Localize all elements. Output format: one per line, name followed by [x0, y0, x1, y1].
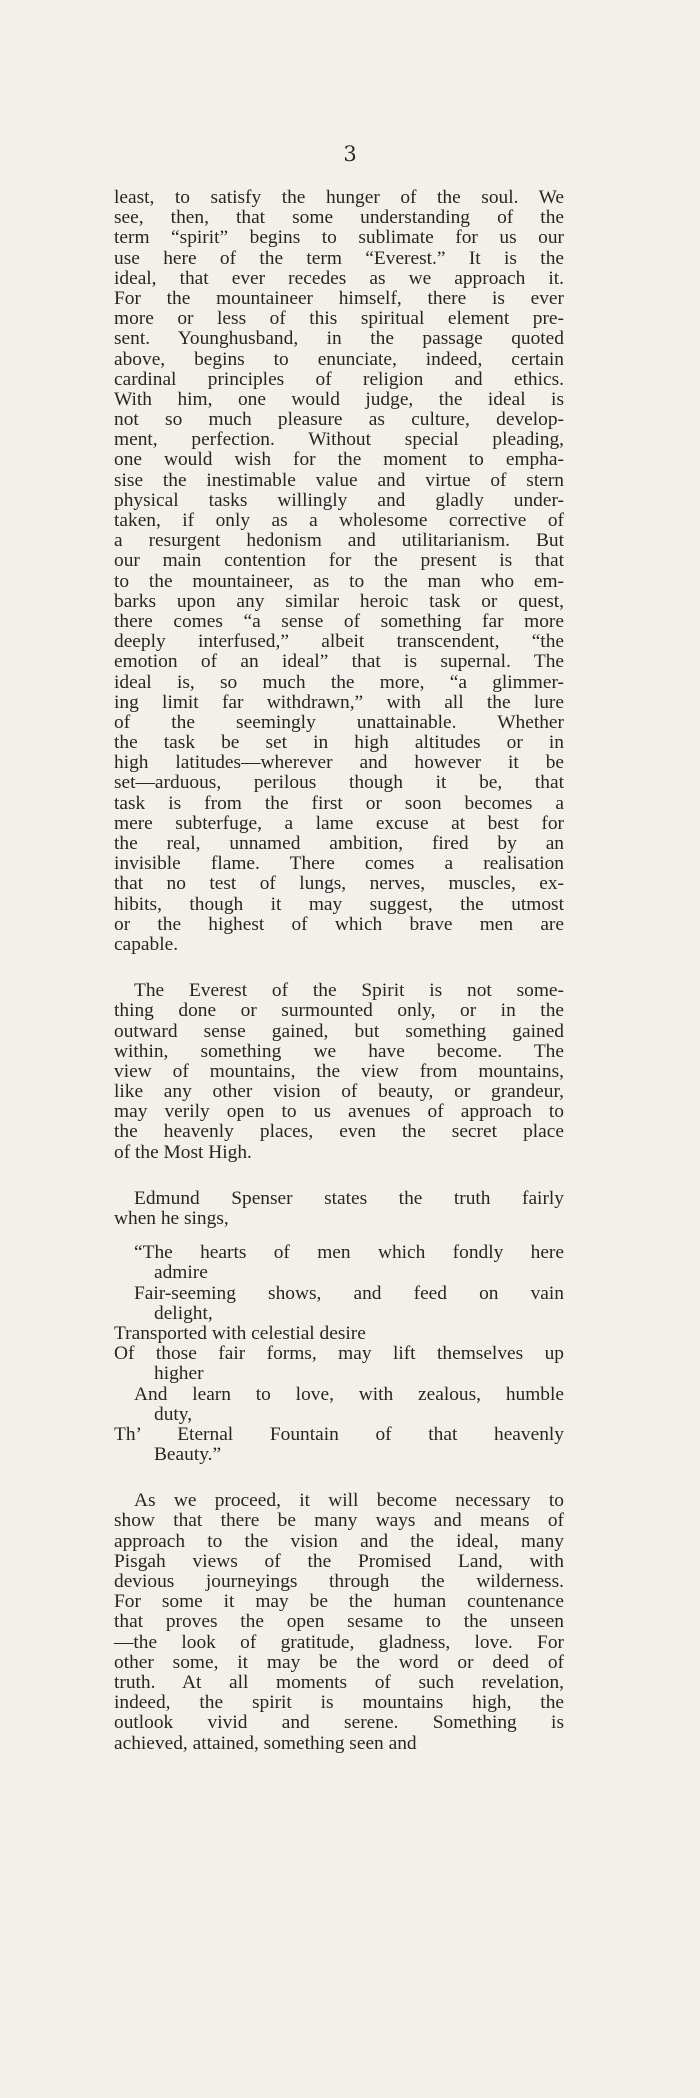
text-line: invisible flame. There comes a realisation [114, 853, 564, 875]
verse-line: Transported with celestial desire [114, 1322, 366, 1344]
text-line: devious journeyings through the wilderness. [114, 1571, 564, 1592]
text-line: With him, one would judge, the ideal is [114, 388, 564, 410]
text-line: taken, if only as a wholesome corrective of [114, 510, 564, 531]
text-line: show that there be many ways and means of [114, 1510, 564, 1532]
text-line: least, to satisfy the hunger of the soul. We [114, 187, 564, 208]
text-line: sise the inestimable value and virtue of stern [114, 469, 564, 491]
paragraph-4 [114, 1491, 564, 1753]
text-line: other some, it may be the word or deed of [114, 1651, 564, 1673]
text-line: emotion of an ideal” that is supernal. The [114, 651, 564, 673]
text-line: capable. [114, 933, 179, 955]
text-line: see, then, that some understanding of the [114, 207, 564, 229]
text-line: hibits, though it may suggest, the utmost [114, 893, 564, 915]
text-line: view of mountains, the view from mountains, [114, 1060, 564, 1082]
text-line: ideal, that ever recedes as we approach it. [114, 267, 564, 289]
text-line: ideal is, so much the more, “a glimmer- [114, 671, 564, 693]
text-line: a resurgent hedonism and utilitarianism. But [114, 530, 564, 552]
text-line: high latitudes—wherever and however it be [114, 752, 564, 774]
text-line: or the highest of which brave men are [114, 913, 564, 935]
verse-line: duty, [154, 1403, 193, 1425]
verse-line: And learn to love, with zealous, humble [134, 1383, 564, 1405]
body-text [114, 188, 564, 1754]
paragraph-1 [114, 188, 564, 955]
verse-line: higher [154, 1363, 204, 1385]
text-line: approach to the vision and the ideal, many [114, 1530, 564, 1552]
text-line: of the Most High. [114, 1141, 252, 1163]
text-line: when he sings, [114, 1208, 229, 1229]
text-line: sent. Younghusband, in the passage quoted [114, 328, 564, 350]
text-line: the task be set in high altitudes or in [114, 732, 564, 754]
text-line: Pisgah views of the Promised Land, with [114, 1550, 564, 1572]
verse-line: Of those fair forms, may lift themselves up [114, 1343, 564, 1365]
text-line: mere subterfuge, a lame excuse at best for [114, 812, 564, 834]
text-line: that proves the open sesame to the unseen [114, 1611, 564, 1633]
text-line: truth. At all moments of such revelation, [114, 1671, 564, 1693]
text-line: within, something we have become. The [114, 1040, 564, 1062]
text-line: term “spirit” begins to sublimate for us our [114, 227, 564, 249]
verse-line: admire [154, 1262, 208, 1284]
text-line: above, begins to enunciate, indeed, certain [114, 348, 564, 370]
text-line: of the seemingly unattainable. Whether [114, 711, 564, 733]
text-line: to the mountaineer, as to the man who em- [114, 570, 564, 592]
text-line: cardinal principles of religion and ethics. [114, 368, 564, 390]
text-line: ing limit far withdrawn,” with all the lure [114, 691, 564, 713]
text-line: that no test of lungs, nerves, muscles, ex- [114, 873, 564, 895]
verse-line: delight, [154, 1302, 213, 1324]
text-line: indeed, the spirit is mountains high, the [114, 1692, 564, 1714]
text-line: the heavenly places, even the secret place [114, 1121, 564, 1143]
text-line: may verily open to us avenues of approach to [114, 1101, 564, 1123]
text-line: more or less of this spiritual element pre- [114, 308, 564, 330]
text-line: task is from the first or soon becomes a [114, 792, 564, 814]
text-line: barks upon any similar heroic task or quest, [114, 590, 564, 612]
text-line: For some it may be the human countenance [114, 1591, 564, 1613]
text-line: thing done or surmounted only, or in the [114, 1000, 564, 1022]
verse-line: “The hearts of men which fondly here [134, 1242, 564, 1264]
text-line: there comes “a sense of something far more [114, 610, 564, 632]
text-line: like any other vision of beauty, or grandeur, [114, 1081, 564, 1103]
text-line: As we proceed, it will become necessary to [134, 1490, 564, 1512]
verse-line: Fair-seeming shows, and feed on vain [134, 1282, 564, 1304]
text-line: —the look of gratitude, gladness, love. For [114, 1631, 564, 1653]
page-number: 3 [343, 142, 357, 166]
text-line: the real, unnamed ambition, fired by an [114, 833, 564, 854]
text-line: not so much pleasure as culture, develop- [114, 409, 564, 431]
text-line: For the mountaineer himself, there is ever [114, 287, 564, 309]
text-line: one would wish for the moment to empha- [114, 449, 564, 471]
verse-line: Th’ Eternal Fountain of that heavenly [114, 1423, 564, 1445]
text-line: The Everest of the Spirit is not some- [134, 980, 564, 1002]
text-line: achieved, attained, something seen and [114, 1732, 417, 1754]
text-line: outward sense gained, but something gained [114, 1020, 564, 1042]
text-line: our main contention for the present is that [114, 550, 564, 572]
text-line: physical tasks willingly and gladly under- [114, 489, 564, 511]
text-line: Edmund Spenser states the truth fairly [134, 1187, 564, 1209]
paragraph-2 [114, 981, 564, 1163]
text-line: ment, perfection. Without special pleading, [114, 429, 564, 451]
verse-line: Beauty.” [154, 1444, 222, 1466]
text-line: deeply interfused,” albeit transcendent, “the [114, 631, 564, 653]
text-line: use here of the term “Everest.” It is the [114, 247, 564, 269]
quoted-verse [114, 1243, 564, 1465]
text-line: outlook vivid and serene. Something is [114, 1712, 564, 1734]
paragraph-3 [114, 1189, 564, 1229]
text-line: set—arduous, perilous though it be, that [114, 772, 564, 794]
